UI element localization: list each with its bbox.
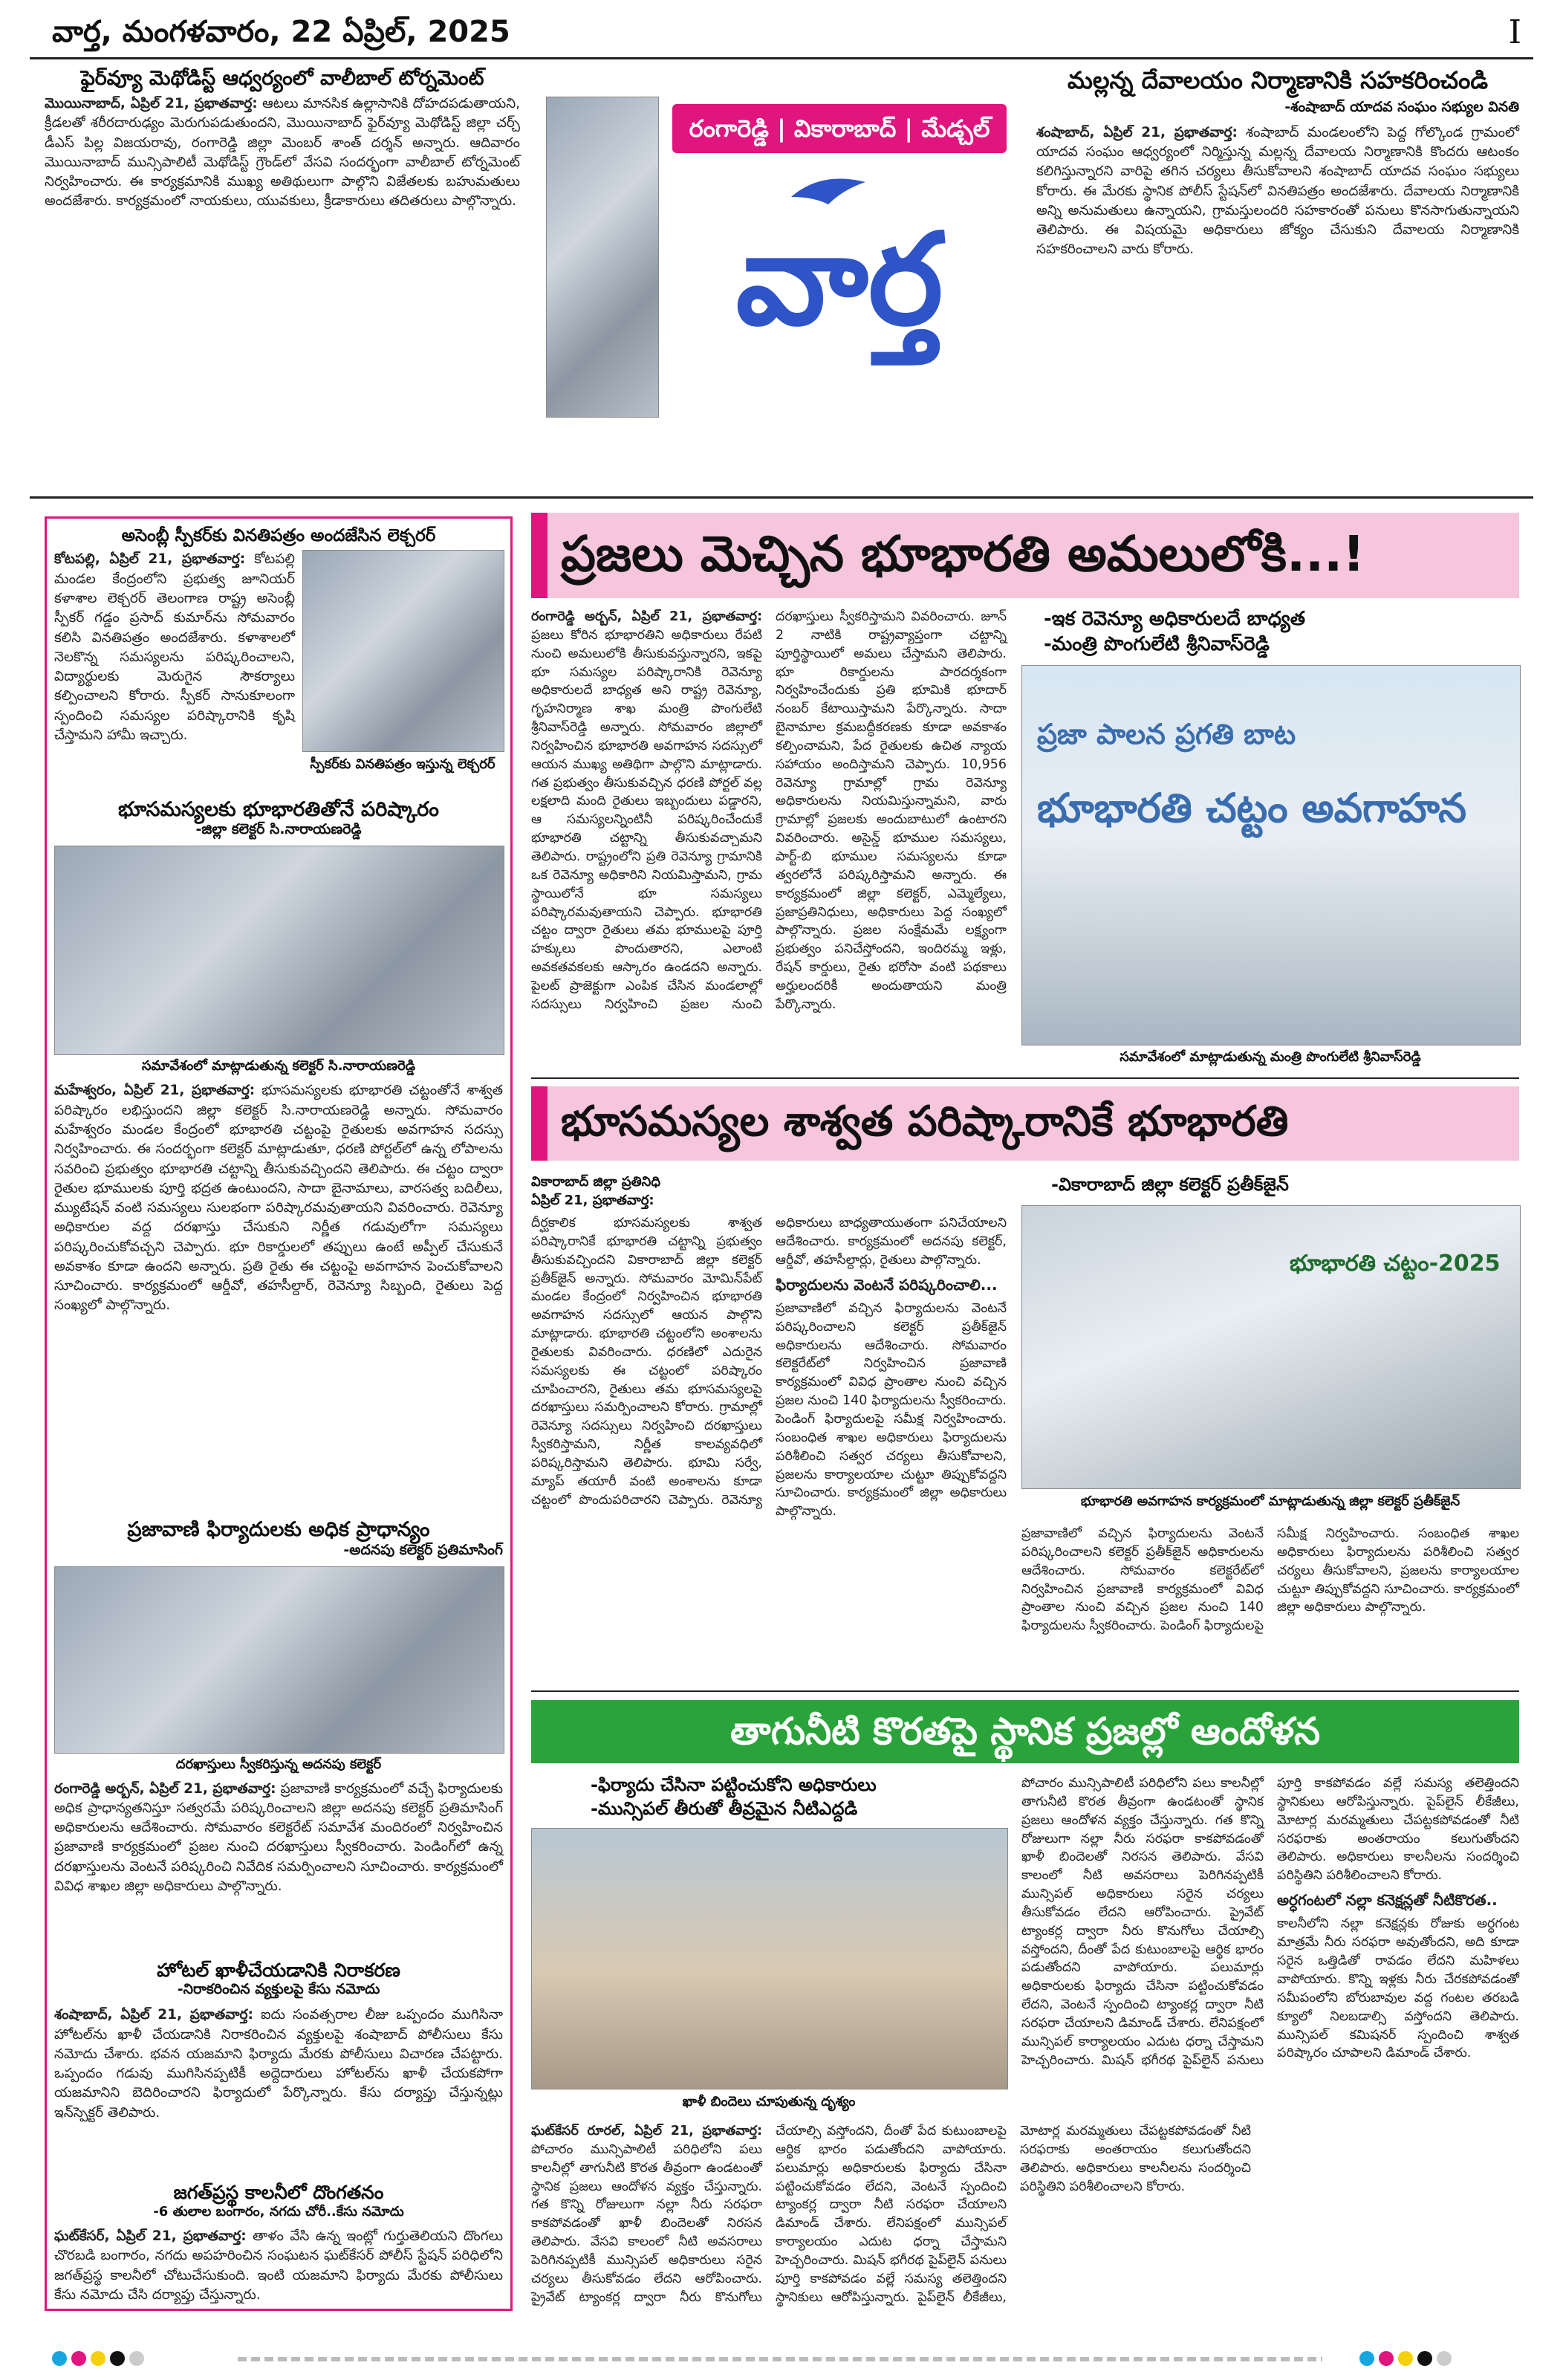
story-body — [45, 94, 520, 466]
story-text: ప్రజావాణిలో వచ్చిన ఫిర్యాదులను వెంటనే పరిష్కరించాలని కలెక్టర్ ప్రతీక్‌జైన్ అధికారులను ఆదేశించారు. సోమవారం కలెక్టరేట్‌లో నిర్వహించిన ప్రజావాణి కార్యక్రమంలో వివిధ ప్రాంతాల నుంచి వచ్చిన ప్రజల నుంచి 140 ఫిర్యాదులను స్వీకరించారు. పెండింగ్ ఫిర్యాదులపై సమీక్ష నిర్వహించారు. సంబంధిత శాఖల అధికారులు ఫిర్యాదులను పరిశీలించి సత్వర చర్యలు తీసుకోవాలని, ప్రజలను కార్యాలయాల చుట్టూ తిప్పుకోవద్దని సూచించారు. కార్యక్రమంలో జిల్లా అధికారులు పాల్గొన్నారు. — [1021, 1526, 1519, 1634]
story-text: శంషాబాద్ మండలంలోని పెద్ద గోల్కొండ గ్రామంలో యాదవ సంఘం ఆధ్వర్యంలో నిర్మిస్తున్న మల్లన్న దేవాలయ నిర్మాణానికి కొందరు ఆటంకం కలిగిస్తున్నారని వారిపై తగిన చర్యలు తీసుకోవాలని శంషాబాద్ యాదవ సంఘం సభ్యులు కోరారు. ఈ మేరకు స్థానిక పోలీస్ స్టేషన్‌లో వినతిపత్రం అందజేశారు. దేవాలయ నిర్మాణానికి అన్ని అనుమతులు ఉన్నాయని, గ్రామస్తులందరి సహకారంతో పనులు కొనసాగుతున్నాయని తెలిపారు. ఈ విషయమై అధికారులు జోక్యం చేసుకుని దేవాలయ నిర్మాణానికి సహకరించాలని వారు కోరారు. — [1036, 124, 1519, 258]
dateline: శంషాబాద్, ఏప్రిల్ 21, ప్రభాతవార్త: — [54, 2007, 253, 2023]
registration-dot — [1417, 2351, 1432, 2366]
story-body — [54, 2006, 503, 2176]
story-body-continued — [1021, 1525, 1519, 1681]
registration-marks — [0, 2341, 1563, 2380]
edition-logo — [546, 97, 1010, 416]
paper-name: వార్త — [735, 207, 943, 354]
photo-caption: దరఖాస్తులు స్వీకరిస్తున్న అదనపు కలెక్టర్ — [175, 1756, 382, 1772]
headline: భూసమస్యలకు భూభారతితోనే పరిష్కారం — [118, 798, 439, 822]
registration-dot — [71, 2351, 86, 2366]
page-number: I — [1508, 13, 1521, 51]
story-body — [1036, 123, 1519, 450]
divider — [531, 1690, 1519, 1692]
lead-headline-bar — [531, 513, 1519, 598]
registration-dot — [91, 2351, 105, 2366]
story-text: ఆటలు మానసిక ఉల్లాసానికి దోహదపడుతాయని, క్రీడలతో శరీరదారుఢ్యం మెరుగుపడుతుందని, మొయినాబాద్ ఫైర్‌వ్యూ మెథోడిస్ట్ జిల్లా చర్చ్ డీఎస్ పిల్ల విజయరావు, రంగారెడ్డి జిల్లా మెంబర్ శాంత్ దర్శన్ అన్నారు. ఆదివారం మొయినాబాద్ మున్సిపాలిటీ మెథోడిస్ట్ గ్రౌండ్‌లో వేసవి సందర్భంగా వాలీబాల్ టోర్నమెంట్ నిర్వహించారు. ఈ కార్యక్రమానికి ముఖ్య అతిథులుగా పాల్గొని విజేతలకు బహుమతులు అందజేశారు. కార్యక్రమంలో నాయకులు, యువకులు, క్రీడాకారులు తదితరులు పాల్గొన్నారు. — [45, 96, 520, 210]
dateline: ఘట్‌కేసర్, ఏప్రిల్ 21, ప్రభాతవార్త: — [54, 2228, 247, 2245]
dateline: రంగారెడ్డి అర్బన్, ఏప్రిల్ 21, ప్రభాతవార్త: — [54, 1780, 276, 1797]
banner-text: ప్రజా పాలన ప్రగతి బాట — [1037, 718, 1296, 750]
story-body — [531, 1214, 1007, 1675]
subhead: అర్ధగంటలో నల్లా కనెక్షన్లతో నీటికొరత.. — [1277, 1891, 1498, 1910]
registration-dot — [1379, 2351, 1394, 2366]
byline: -నిరాకరించిన వ్యక్తులపై కేసు నమోదు — [177, 1981, 380, 1998]
headline: జగత్‌ప్రస్థ కాలనీలో దొంగతనం — [173, 2182, 384, 2204]
photo-caption: సమావేశంలో మాట్లాడుతున్న మంత్రి పొంగులేటి శ్రీనివాస్‌రెడ్డి — [1120, 1049, 1421, 1065]
prajavani-photo — [54, 1566, 504, 1754]
story-text: కాలనీలోని నల్లా కనెక్షన్లకు రోజుకు అర్ధగంట మాత్రమే నీరు సరఫరా అవుతోందని, అది కూడా సరైన ఒత్తిడితో రావడం లేదని మహిళలు వాపోయారు. కొన్ని ఇళ్లకు నీరు చేరకపోవడంతో సమీపంలోని బోరుబావుల వద్ద గంటల తరబడి క్యూలో నిలబడాల్సి వస్తోందని తెలిపారు. మున్సిపల్ కమిషనర్ స్పందించి శాశ్వత పరిష్కారం చూపాలని డిమాండ్ చేశారు. — [1277, 1916, 1519, 2061]
banner-text: భూభారతి చట్టం-2025 — [1290, 1251, 1501, 1277]
masthead — [30, 7, 1533, 59]
dateline: మొయినాబాద్, ఏప్రిల్ 21, ప్రభాతవార్త: — [45, 96, 258, 112]
left-column — [45, 516, 513, 2311]
page-date: వార్త, మంగళవారం, 22 ఏప్రిల్, 2025 — [52, 15, 510, 49]
subhead-1: -ఫిర్యాదు చేసినా పట్టించుకోని అధికారులు — [591, 1774, 877, 1795]
byline: -శంషాబాద్ యాదవ సంఘం సభ్యుల వినతి — [1284, 98, 1519, 115]
speaker-photo — [302, 550, 504, 752]
story-text: కోటపల్లి మండల కేంద్రంలోని ప్రభుత్వ జూనియర్ కళాశాల లెక్చరర్ తెలంగాణ రాష్ట్ర అసెంబ్లీ స్పీకర్ గడ్డం ప్రసాద్ కుమార్‌ను సోమవారం కలిసి వినతిపత్రం అందజేశారు. కళాశాలలో నెలకొన్న సమస్యలను పరిష్కరించాలని, విద్యార్థులకు మెరుగైన సౌకర్యాలు కల్పించాలని కోరారు. స్పీకర్ సానుకూలంగా స్పందించి సమస్యల పరిష్కారానికి కృషి చేస్తామని హామీ ఇచ్చారు. — [54, 551, 295, 743]
second-headline-bar — [531, 1086, 1519, 1161]
story-text: పోచారం మున్సిపాలిటీ పరిధిలోని పలు కాలనీల్లో తాగునీటి కొరత తీవ్రంగా ఉండటంతో స్థానిక ప్రజలు ఆందోళన వ్యక్తం చేస్తున్నారు. గత కొన్ని రోజులుగా నల్లా నీరు సరఫరా కాకపోవడంతో ఖాళీ బిందెలతో నిరసన తెలిపారు. వేసవి కాలంలో నీటి అవసరాలు పెరిగినప్పటికీ మున్సిపల్ అధికారులు సరైన చర్యలు తీసుకోవడం లేదని ఆరోపించారు. ప్రైవేట్ ట్యాంకర్ల ద్వారా నీరు కొనుగోలు చేయాల్సి వస్తోందని, దీంతో పేద కుటుంబాలపై ఆర్థిక భారం పడుతోందని వాపోయారు. పలుమార్లు అధికారులకు ఫిర్యాదు చేసినా పట్టించుకోవడం లేదని, వెంటనే స్పందించి ట్యాంకర్ల ద్వారా నీటి సరఫరా చేయాలని డిమాండ్ చేశారు. లేనిపక్షంలో మున్సిపల్ కార్యాలయం ఎదుట ధర్నా చేస్తామని హెచ్చరించారు. మిషన్ భగీరథ పైప్‌లైన్ పనులు పూర్తి కాకపోవడం వల్లే సమస్య తలెత్తిందని స్థానికులు ఆరోపిస్తున్నారు. పైప్‌లైన్ లీకేజీలు, మోటార్ల మరమ్మతులు చేపట్టకపోవడంతో నీటి సరఫరాకు అంతరాయం కలుగుతోందని తెలిపారు. అధికారులు కాలనీలను సందర్శించి పరిస్థితిని పరిశీలించాలని కోరారు. — [531, 2124, 1251, 2305]
district-banner — [672, 104, 1007, 153]
story-text: ప్రజావాణి కార్యక్రమంలో వచ్చే ఫిర్యాదులకు అధిక ప్రాధాన్యతనిస్తూ సత్వరమే పరిష్కరించాలని జిల్లా అదనపు కలెక్టర్ ప్రతిమాసింగ్ అధికారులను ఆదేశించారు. సోమవారం కలెక్టరేట్ సమావేశ మందిరంలో నిర్వహించిన ప్రజావాణి కార్యక్రమంలో ప్రజల నుంచి దరఖాస్తులు స్వీకరించారు. పెండింగ్‌లో ఉన్న దరఖాస్తులను వెంటనే పరిష్కరించి నివేదిక సమర్పించాలని సూచించారు. కార్యక్రమంలో వివిధ శాఖల జిల్లా అధికారులు పాల్గొన్నారు. — [54, 1780, 503, 1894]
photo-caption: ఖాళీ బిందెలు చూపుతున్న దృశ్యం — [682, 2094, 856, 2110]
headline: అసెంబ్లీ స్పీకర్‌కు వినతిపత్రం అందజేసిన లెక్చరర్ — [121, 526, 436, 545]
divider — [30, 496, 1533, 499]
story-body-continued — [1021, 1774, 1519, 2317]
lead-subhead-2: -మంత్రి పొంగులేటి శ్రీనివాస్‌రెడ్డి — [1044, 633, 1270, 655]
second-story — [531, 1086, 1519, 1681]
photo-caption: సమావేశంలో మాట్లాడుతున్న కలెక్టర్ సి.నారాయణరెడ్డి — [141, 1058, 416, 1074]
photo-caption: భూభారతి అవగాహన కార్యక్రమంలో మాట్లాడుతున్న జిల్లా కలెక్టర్ ప్రతీక్‌జైన్ — [1080, 1494, 1460, 1509]
headline: ప్రజావాణి ఫిర్యాదులకు అధిక ప్రాధాన్యం — [127, 1518, 430, 1542]
district-names: రంగారెడ్డి | వికారాబాద్ | మేడ్చల్ — [689, 114, 990, 143]
registration-dot — [1359, 2351, 1374, 2366]
byline: -వికారాబాద్ జిల్లా కలెక్టర్ ప్రతీక్‌జైన్ — [1051, 1174, 1289, 1195]
headline: హోటల్ ఖాళీచేయడానికి నిరాకరణ — [157, 1959, 400, 1981]
registration-dot — [1398, 2351, 1413, 2366]
byline: -అదనపు కలెక్టర్ ప్రతిమాసింగ్ — [343, 1541, 503, 1558]
dateline: మహేశ్వరం, ఏప్రిల్ 21, ప్రభాతవార్త: — [54, 1083, 256, 1099]
story-body — [531, 2122, 1251, 2317]
banner-text: భూభారతి చట్టం అవగాహన — [1037, 785, 1467, 831]
headline: ప్రజలు మెచ్చిన భూభారతి అమలులోకి...! — [561, 525, 1365, 583]
dateline: ఏప్రిల్ 21, ప్రభాతవార్త: — [531, 1193, 654, 1208]
lead-subhead-1: -ఇక రెవెన్యూ అధికారులదే బాధ్యత — [1044, 608, 1305, 630]
photo-caption: స్పీకర్‌కు వినతిపత్రం ఇస్తున్న లెక్చరర్ — [310, 756, 495, 773]
third-story — [531, 1700, 1519, 2317]
registration-dot — [129, 2351, 144, 2366]
collector-photo — [1021, 1205, 1521, 1489]
lead-story — [531, 513, 1519, 1070]
headline: భూసమస్యల శాశ్వత పరిష్కారానికే భూభారతి — [561, 1097, 1289, 1146]
dateline: కోటపల్లి, ఏప్రిల్ 21, ప్రభాతవార్త: — [54, 551, 246, 568]
dateline: వికారాబాద్ జిల్లా ప్రతినిధి — [531, 1174, 661, 1190]
story-body — [54, 1081, 503, 1512]
story-text: పోచారం మున్సిపాలిటీ పరిధిలోని పలు కాలనీల్లో తాగునీటి కొరత తీవ్రంగా ఉండటంతో స్థానిక ప్రజలు ఆందోళన వ్యక్తం చేస్తున్నారు. గత కొన్ని రోజులుగా నల్లా నీరు సరఫరా కాకపోవడంతో ఖాళీ బిందెలతో నిరసన తెలిపారు. వేసవి కాలంలో నీటి అవసరాలు పెరిగినప్పటికీ మున్సిపల్ అధికారులు సరైన చర్యలు తీసుకోవడం లేదని ఆరోపించారు. ప్రైవేట్ ట్యాంకర్ల ద్వారా నీరు కొనుగోలు చేయాల్సి వస్తోందని, దీంతో పేద కుటుంబాలపై ఆర్థిక భారం పడుతోందని వాపోయారు. పలుమార్లు అధికారులకు ఫిర్యాదు చేసినా పట్టించుకోవడం లేదని, వెంటనే స్పందించి ట్యాంకర్ల ద్వారా నీటి సరఫరా చేయాలని డిమాండ్ చేశారు. లేనిపక్షంలో మున్సిపల్ కార్యాలయం ఎదుట ధర్నా చేస్తామని హెచ్చరించారు. మిషన్ భగీరథ పైప్‌లైన్ పనులు పూర్తి కాకపోవడం వల్లే సమస్య తలెత్తిందని స్థానికులు ఆరోపిస్తున్నారు. పైప్‌లైన్ లీకేజీలు, మోటార్ల మరమ్మతులు చేపట్టకపోవడంతో నీటి సరఫరాకు అంతరాయం కలుగుతోందని తెలిపారు. అధికారులు కాలనీలను సందర్శించి పరిస్థితిని పరిశీలించాలని కోరారు. — [1021, 1776, 1519, 2068]
story-body — [54, 1780, 503, 1954]
dateline: రంగారెడ్డి అర్బన్, ఏప్రిల్ 21, ప్రభాతవార్త: — [531, 609, 762, 624]
headline: ఫైర్‌వ్యూ మెథోడిస్ట్ ఆధ్వర్యంలో వాలీబాల్ టోర్నమెంట్ — [80, 67, 484, 90]
subhead: ఫిర్యాదులను వెంటనే పరిష్కరించాలి... — [776, 1275, 998, 1294]
story-text: ప్రజావాణిలో వచ్చిన ఫిర్యాదులను వెంటనే పరిష్కరించాలని కలెక్టర్ ప్రతీక్‌జైన్ అధికారులను ఆదేశించారు. సోమవారం కలెక్టరేట్‌లో నిర్వహించిన ప్రజావాణి కార్యక్రమంలో వివిధ ప్రాంతాల నుంచి వచ్చిన ప్రజల నుంచి 140 ఫిర్యాదులను స్వీకరించారు. పెండింగ్ ఫిర్యాదులపై సమీక్ష నిర్వహించారు. సంబంధిత శాఖల అధికారులు ఫిర్యాదులను పరిశీలించి సత్వర చర్యలు తీసుకోవాలని, ప్రజలను కార్యాలయాల చుట్టూ తిప్పుకోవద్దని సూచించారు. కార్యక్రమంలో జిల్లా అధికారులు పాల్గొన్నారు. — [776, 1300, 1007, 1520]
dateline: ఘట్‌కేసర్ రూరల్, ఏప్రిల్ 21, ప్రభాతవార్త: — [531, 2124, 762, 2139]
subhead-2: -మున్సిపల్ తీరుతో తీవ్రమైన నీటిఎద్దడి — [591, 1798, 858, 1819]
temple-photo — [546, 97, 659, 418]
third-headline-bar — [531, 1700, 1519, 1763]
headline: తాగునీటి కొరతపై స్థానిక ప్రజల్లో ఆందోళన — [729, 1710, 1321, 1753]
story-body — [531, 608, 1007, 1070]
minister-photo — [1021, 665, 1521, 1045]
dateline: శంషాబాద్, ఏప్రిల్ 21, ప్రభాతవార్త: — [1036, 124, 1238, 140]
registration-dot — [110, 2351, 125, 2366]
divider — [531, 1077, 1519, 1079]
byline: -6 తులాల బంగారం, నగదు చోరీ..కేసు నమోదు — [153, 2204, 404, 2220]
dove-icon — [784, 167, 873, 212]
story-volleyball — [45, 67, 520, 483]
story-body — [54, 550, 295, 788]
protest-photo — [531, 1828, 1008, 2089]
story-text: ఐదు సంవత్సరాల లీజు ఒప్పందం ముగిసినా హోటల్‌ను ఖాళీ చేయడానికి నిరాకరించిన వ్యక్తులపై శంషాబాద్ పోలీసులు కేసు నమోదు చేశారు. భవన యజమాని ఫిర్యాదు మేరకు పోలీసులు విచారణ చేపట్టారు. ఒప్పందం గడువు ముగిసినప్పటికీ అద్దెదారులు హోటల్‌ను ఖాళీ చేయకపోగా యజమానిని బెదిరించారని ఫిర్యాదులో పేర్కొన్నారు. కేసు దర్యాప్తు చేస్తున్నట్లు ఇన్‌స్పెక్టర్ తెలిపారు. — [54, 2007, 504, 2121]
story-text: దీర్ఘకాలిక భూసమస్యలకు శాశ్వత పరిష్కారానికే భూభారతి చట్టాన్ని ప్రభుత్వం తీసుకువచ్చిందని వికారాబాద్ జిల్లా కలెక్టర్ ప్రతీక్‌జైన్ అన్నారు. సోమవారం మోమిన్‌పేట్ మండల కేంద్రంలో నిర్వహించిన భూభారతి అవగాహన సదస్సులో ఆయన పాల్గొని మాట్లాడారు. భూభారతి చట్టంలోని అంశాలను రైతులకు వివరించారు. ధరణిలో ఎదురైన సమస్యలకు ఈ చట్టంలో పరిష్కారం చూపించారని, రైతులు తమ భూసమస్యలపై దరఖాస్తులు సమర్పించాలని కోరారు. గ్రామాల్లో రెవెన్యూ సదస్సులు నిర్వహించి దరఖాస్తులు స్వీకరిస్తామని, నిర్ణీత కాలవ్యవధిలో పరిష్కరిస్తామని తెలిపారు. భూమి సర్వే, మ్యాప్ తయారీ వంటి అంశాలను కూడా చట్టంలో పొందుపరిచారని చెప్పారు. రెవెన్యూ అధికారులు బాధ్యతాయుతంగా పనిచేయాలని ఆదేశించారు. కార్యక్రమంలో అదనపు కలెక్టర్, ఆర్డీవో, తహసీల్దార్లు, రైతులు పాల్గొన్నారు. — [531, 1216, 1007, 1508]
story-text: భూసమస్యలకు భూభారతి చట్టంతోనే శాశ్వత పరిష్కారం లభిస్తుందని జిల్లా కలెక్టర్ సి.నారాయణరెడ్డి అన్నారు. సోమవారం మహేశ్వరం మండల కేంద్రంలో భూభారతి చట్టంపై రైతులకు అవగాహన సదస్సు నిర్వహించారు. ఈ సందర్భంగా కలెక్టర్ మాట్లాడుతూ, ధరణి పోర్టల్‌లో ఉన్న లోపాలను సవరించి ప్రభుత్వం భూభారతి చట్టాన్ని తీసుకువచ్చిందని తెలిపారు. ఈ చట్టం ద్వారా రైతుల భూములకు పూర్తి భద్రత ఉంటుందని, సాదా బైనామాలు, వారసత్వ బదిలీలు, మ్యుటేషన్ వంటి సమస్యలు సులభంగా పరిష్కారమవుతాయని వివరించారు. రెవెన్యూ అధికారుల వద్ద దరఖాస్తు చేసుకుని నిర్ణీత గడువులోగా సమస్యలు పరిష్కరించుకోవచ్చని చెప్పారు. భూ రికార్డులలో తప్పులు ఉంటే అప్పీల్ చేసుకునే అవకాశం కూడా ఉందని అన్నారు. ప్రతి రైతు ఈ చట్టంపై అవగాహన పెంచుకోవాలని సూచించారు. కార్యక్రమంలో ఆర్డీవో, తహసీల్దార్, రెవెన్యూ సిబ్బంది, రైతులు పెద్ద సంఖ్యలో పాల్గొన్నారు. — [54, 1083, 503, 1314]
registration-dot — [1437, 2351, 1452, 2366]
story-text: ప్రజలు కోరిన భూభారతిని అధికారులు రేపటి నుంచి అమలులోకి తీసుకువస్తున్నారని, ఇకపై భూ సమస్యల పరిష్కారానికి రెవెన్యూ అధికారులదే బాధ్యత అని రాష్ట్ర రెవెన్యూ, గృహనిర్మాణ శాఖ మంత్రి పొంగులేటి శ్రీనివాస్‌రెడ్డి అన్నారు. సోమవారం జిల్లాలో నిర్వహించిన భూభారతి అవగాహన సదస్సులో ఆయన ముఖ్య అతిథిగా పాల్గొని మాట్లాడారు. గత ప్రభుత్వం తీసుకువచ్చిన ధరణి పోర్టల్ వల్ల లక్షలాది మంది రైతులు ఇబ్బందులు పడ్డారని, ఆ సమస్యలన్నింటినీ పరిష్కరించేందుకే భూభారతి చట్టాన్ని తీసుకువచ్చామని తెలిపారు. రాష్ట్రంలోని ప్రతి రెవెన్యూ గ్రామానికి ఒక రెవెన్యూ అధికారిని నియమిస్తామని, గ్రామ స్థాయిలోనే భూ సమస్యలు పరిష్కారమవుతాయని చెప్పారు. భూభారతి చట్టం ద్వారా రైతులు తమ భూములపై పూర్తి హక్కులు పొందుతారని, ఎలాంటి అవకతవకలకు ఆస్కారం ఉండదని అన్నారు. పైలట్ ప్రాజెక్టుగా ఎంపిక చేసిన మండలాల్లో సదస్సులు నిర్వహించి ప్రజల నుంచి దరఖాస్తులు స్వీకరిస్తామని వివరించారు. జూన్ 2 నాటికి రాష్ట్రవ్యాప్తంగా చట్టాన్ని పూర్తిస్థాయిలో అమలు చేస్తామని తెలిపారు. భూ రికార్డులను పారదర్శకంగా నిర్వహించేందుకు ప్రతి భూమికి భూదార్ నంబర్ కేటాయిస్తామని పేర్కొన్నారు. సాదా బైనామాల క్రమబద్ధీకరణకు కూడా అవకాశం కల్పించామని, పేద రైతులకు ఉచిత న్యాయ సహాయం అందిస్తామని చెప్పారు. 10,956 రెవెన్యూ గ్రామాల్లో గ్రామ రెవెన్యూ అధికారులను నియమిస్తున్నామని, వారు గ్రామాల్లో ప్రజలకు అందుబాటులో ఉంటారని వివరించారు. అసైన్డ్ భూముల సమస్యలు, పార్ట్-బి భూముల సమస్యలను కూడా త్వరలోనే పరిష్కరిస్తామని అన్నారు. ఈ కార్యక్రమంలో జిల్లా కలెక్టర్, ఎమ్మెల్యేలు, ప్రజాప్రతినిధులు, అధికారులు పెద్ద సంఖ్యలో పాల్గొన్నారు. ప్రజల సంక్షేమమే లక్ష్యంగా ప్రభుత్వం పనిచేస్తోందని, ఇందిరమ్మ ఇళ్లు, రేషన్ కార్డులు, రైతు భరోసా వంటి పథకాలు అర్హులందరికీ అందుతాయని మంత్రి పేర్కొన్నారు. — [531, 609, 1007, 1012]
byline: -జిల్లా కలెక్టర్ సి.నారాయణరెడ్డి — [195, 821, 362, 838]
collector-meeting-photo — [54, 846, 504, 1055]
headline: మల్లన్న దేవాలయం నిర్మాణానికి సహకరించండి — [1067, 66, 1489, 94]
story-temple — [1036, 67, 1519, 483]
story-text: తాళం వేసి ఉన్న ఇంట్లో గుర్తుతెలియని దొంగలు చొరబడి బంగారం, నగదు అపహరించిన సంఘటన ఘట్‌కేసర్ పోలీస్ స్టేషన్ పరిధిలోని జగత్‌ప్రస్థ కాలనీలో చోటుచేసుకుంది. ఇంటి యజమాని ఫిర్యాదు మేరకు పోలీసులు కేసు నమోదు చేసి దర్యాప్తు చేస్తున్నారు. — [54, 2228, 504, 2303]
registration-dot — [52, 2351, 67, 2366]
